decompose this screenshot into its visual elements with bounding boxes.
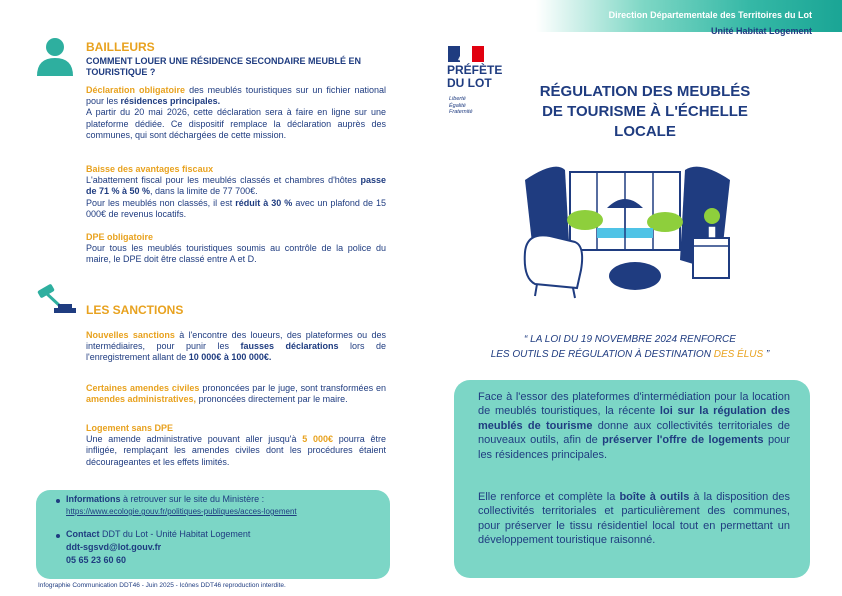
prefecture-line-1: PRÉFÈTE [447,63,503,77]
question-line-1: COMMENT LOUER UNE RÉSIDENCE SECONDAIRE MEUBLÉ EN [86,56,362,66]
info-text: à retrouver sur le site du Ministère : [120,494,265,504]
logement-title: Logement sans DPE [86,423,174,433]
declaration-text-2: A partir du 20 mai 2026, cette déclaration sera à faire en ligne sur une plateforme dédiée. Ce dispositif remplace la déclaration auprès des communes, qui sont déchargées de cette mission. [86,107,386,140]
contact-text: DDT du Lot - Unité Habitat Logement [99,529,251,539]
quote-highlight: DES ÉLUS [713,349,764,360]
footer-credits: Infographie Communication DDT46 - Juin 2025 - Icônes DDT46 reproduction interdite. [38,582,286,589]
intro-panel [454,380,810,578]
prefecture-line-2: DU LOT [447,76,492,90]
declaration-text-1: des meublés touristiques sur un fichier national pour les [86,85,386,107]
logement-sans-dpe-paragraph [86,423,386,468]
logement-text-1: Une amende administrative pouvant aller jusqu'à [86,434,303,445]
civiles-lead: Certaines amendes civiles [86,383,200,393]
declaration-lead: Déclaration obligatoire [86,85,186,95]
motto-egalite: Égalité [449,102,466,109]
nouvelles-text-1: à l'encontre des loueurs, des plateformes ou des intermédiaires, pour punir les [86,330,387,352]
p1-bold-2: préserver l'offre de logements [602,434,764,447]
furnished-room-illustration [515,160,740,310]
contact-phone: 05 65 23 60 60 [66,555,127,565]
motto-fraternite: Fraternité [449,109,473,115]
panel-paragraph-1 [478,390,790,462]
motto-liberte: Liberté [449,96,466,102]
amendes-civiles-paragraph [86,383,386,405]
sanctions-title: LES SANCTIONS [86,303,184,317]
logement-text-2: pourra être infligée, remplaçant les amendes civiles dont les procédures étaient décourageantes et les effets limités. [86,434,386,467]
nouvelles-bold-1: fausses déclarations [240,341,339,352]
contact-line [66,529,250,539]
p1-text-1: Face à l'essor des plateformes d'intermédiation pour la location de meublés touristiques, la récente [478,391,790,418]
fiscal-bold-1: passe de 71 % à 50 % [86,175,386,197]
civiles-bold-1: amendes administratives, [86,394,197,405]
bullet-icon [56,499,60,503]
quote-close: ” [763,349,770,360]
panel-paragraph-2 [478,490,790,548]
title-line-1: RÉGULATION DES MEUBLÉS [539,83,751,100]
p1-bold-1: loi sur la régulation des meublés de tourisme [478,405,790,432]
info-line [66,494,264,504]
direction-title: Direction Départementale des Territoires du Lot [608,10,812,20]
unit-title: Unité Habitat Logement [710,26,812,36]
fiscal-title: Baisse des avantages fiscaux [86,164,214,174]
fiscal-text-1: L'abattement fiscal pour les meublés classés et chambres d'hôtes [86,175,361,186]
gavel-icon [34,284,78,316]
p1-text-2: donne aux collectivités territoriales de nouveaux outils, afin de [478,419,790,447]
declaration-paragraph [86,85,386,141]
question-line-2: TOURISTIQUE ? [86,67,156,77]
civiles-text-1: prononcées par le juge, sont transformées en [199,383,387,393]
dpe-text: Pour tous les meublés touristiques soumis au contrôle de la police du maire, le DPE doit être classé entre A et D. [86,243,386,265]
fiscal-text-3: Pour les meublés non classés, il est [86,197,236,208]
contact-label: Contact [66,529,100,539]
fiscal-paragraph [86,164,386,220]
nouvelles-sanctions-paragraph [86,330,386,364]
bailleurs-question [86,56,396,78]
quote-text: LES OUTILS DE RÉGULATION À DESTINATION [490,349,714,360]
person-icon [34,36,76,78]
logement-bold-1: 5 000€ [302,434,333,445]
info-label: Informations [66,494,121,504]
quote-line-2 [450,349,810,360]
fiscal-text-2: , dans la limite de 77 700€. [150,186,258,197]
bailleurs-title: BAILLEURS [86,40,155,54]
ministry-link[interactable]: https://www.ecologie.gouv.fr/politiques-publiques/acces-logement [66,507,297,516]
contact-email[interactable]: ddt-sgsvd@lot.gouv.fr [66,542,162,552]
prefecture-name [447,64,502,90]
marianne-flag-logo [448,46,484,62]
bullet-icon [56,534,60,538]
fiscal-text-4: avec un plafond de 15 000€ de revenus locatifs. [86,197,386,219]
nouvelles-lead: Nouvelles sanctions [86,330,175,340]
quote-line-1: “ LA LOI DU 19 NOVEMBRE 2024 RENFORCE [524,334,736,345]
dpe-paragraph [86,232,386,266]
dpe-title: DPE obligatoire [86,232,154,242]
title-line-3: LOCALE [614,123,676,140]
civiles-text-2: prononcées directement par le maire. [196,394,348,405]
declaration-bold-1: résidences principales. [120,96,221,107]
republic-motto [449,96,473,116]
nouvelles-text-2: lors de l'enregistrement allant de [86,341,386,363]
nouvelles-bold-2: 10 000€ à 100 000€. [188,352,272,363]
title-line-2: DE TOURISME À L'ÉCHELLE [542,103,748,120]
p2-text-2: à la disposition des collectivités territoriales et particulièrement des communes, pour préserver le tissu résidentiel local tout en permettant un développement touristique raisonné. [478,491,790,547]
info-box [36,490,390,579]
p2-bold-1: boîte à outils [619,491,690,503]
fiscal-bold-2: réduit à 30 % [235,197,293,208]
p2-text-1: Elle renforce et complète la [478,491,620,503]
main-title [520,82,770,142]
p1-text-3: pour les résidences principales. [478,434,790,461]
